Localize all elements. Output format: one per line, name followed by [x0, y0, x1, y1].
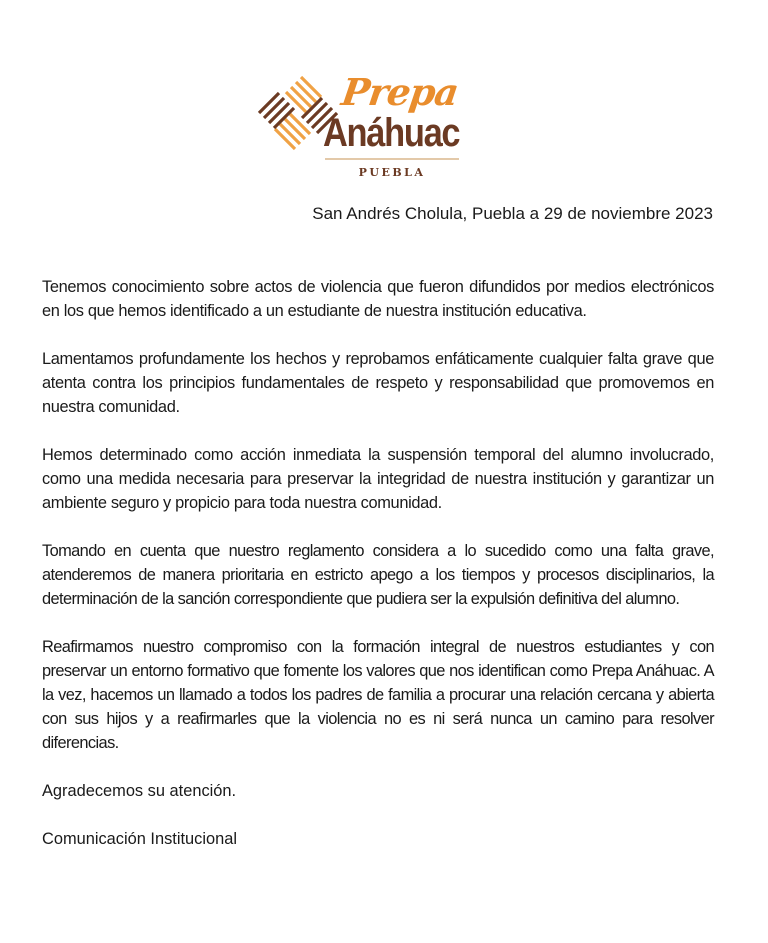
closing-line: Agradecemos su atención. — [42, 782, 237, 800]
prepa-anahuac-logo — [256, 68, 466, 186]
letter-body — [42, 275, 714, 875]
logo-wordmark-prepa: Prepa — [338, 70, 461, 114]
paragraph-3: Hemos determinado como acción inmediata la suspensión temporal del alumno involucrado, como una medida necesaria para preservar la integridad de nuestra institución y garantizar un ambiente seguro y propicio para toda nuestra comunidad. — [42, 446, 714, 512]
date-location-line: San Andrés Cholula, Puebla a 29 de noviembre 2023 — [312, 204, 713, 223]
signature: Comunicación Institucional — [42, 830, 237, 848]
paragraph-4: Tomando en cuenta que nuestro reglamento considera a lo sucedido como una falta grave, atenderemos de manera prioritaria en estricto apego a los tiempos y procesos disciplinarios, la determinación de la sanción correspondiente que pudiera ser la expulsión definitiva del alumno. — [42, 542, 714, 608]
logo-subtitle: PUEBLA — [358, 166, 426, 179]
paragraph-5: Reafirmamos nuestro compromiso con la formación integral de nuestros estudiantes y con preservar un entorno formativo que fomente los valores que nos identifican como Prepa Anáhuac. A la vez, hacemos un llamado a todos los padres de familia a procurar una relación cercana y abierta con sus hijos y a reafirmarles que la violencia no es ni será nunca un camino para resolver diferencias. — [42, 638, 714, 752]
logo-divider — [325, 158, 459, 160]
paragraph-2: Lamentamos profundamente los hechos y reprobamos enfáticamente cualquier falta grave que atenta contra los principios fundamentales de respeto y responsabilidad que promovemos en nuestra comunidad. — [42, 350, 714, 416]
paragraph-1: Tenemos conocimiento sobre actos de violencia que fueron difundidos por medios electrónicos en los que hemos identificado a un estudiante de nuestra institución educativa. — [42, 278, 714, 320]
logo-wordmark-anahuac: Anáhuac — [323, 111, 460, 155]
